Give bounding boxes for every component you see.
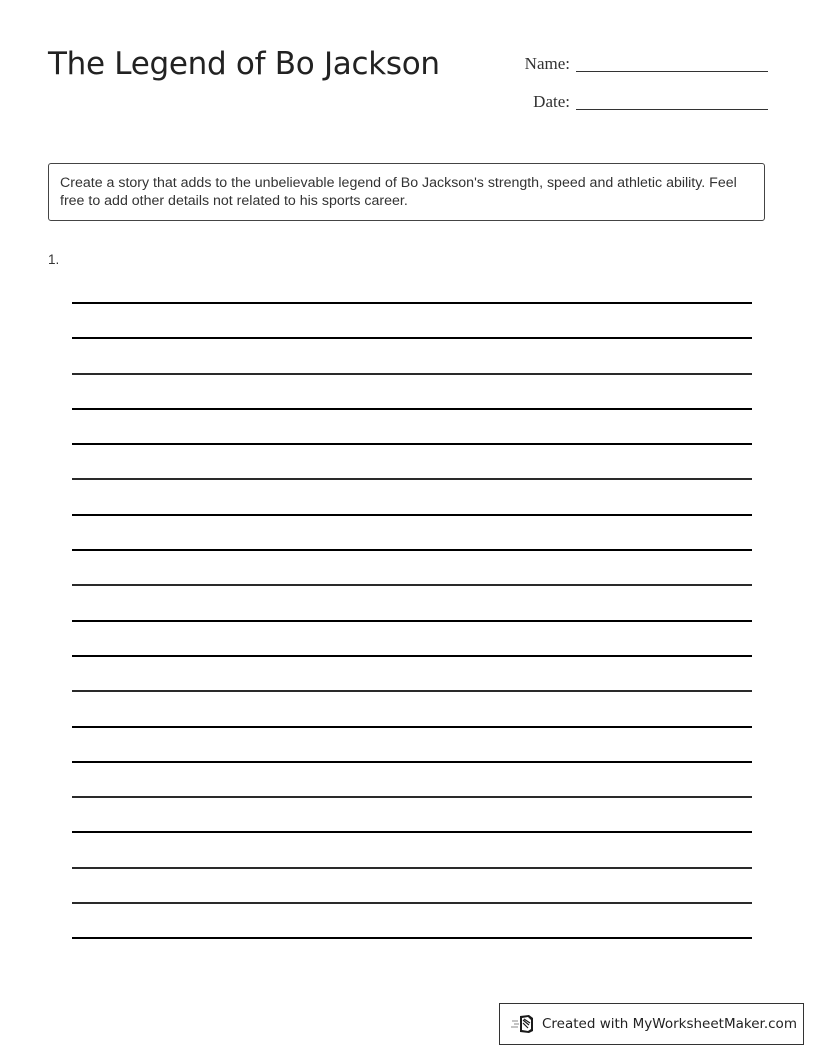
answer-line[interactable] bbox=[72, 726, 752, 728]
answer-line[interactable] bbox=[72, 902, 752, 904]
answer-line[interactable] bbox=[72, 514, 752, 516]
page-title: The Legend of Bo Jackson bbox=[48, 46, 440, 82]
footer-text[interactable]: Created with MyWorksheetMaker.com bbox=[542, 1016, 797, 1032]
answer-line[interactable] bbox=[72, 937, 752, 939]
instructions-box: Create a story that adds to the unbelievable legend of Bo Jackson's strength, speed and athletic ability. Feel free to add other details not related to his sports career. bbox=[48, 163, 765, 221]
answer-line[interactable] bbox=[72, 478, 752, 480]
answer-line[interactable] bbox=[72, 620, 752, 622]
answer-line[interactable] bbox=[72, 690, 752, 692]
answer-lines[interactable] bbox=[72, 302, 752, 973]
answer-line[interactable] bbox=[72, 337, 752, 339]
name-label: Name: bbox=[524, 54, 570, 73]
name-field[interactable] bbox=[525, 55, 768, 72]
answer-line[interactable] bbox=[72, 408, 752, 410]
footer-badge[interactable] bbox=[499, 1003, 804, 1045]
answer-line[interactable] bbox=[72, 796, 752, 798]
answer-line[interactable] bbox=[72, 549, 752, 551]
date-field[interactable] bbox=[533, 93, 768, 110]
date-input-line[interactable] bbox=[576, 95, 768, 110]
answer-line[interactable] bbox=[72, 831, 752, 833]
answer-line[interactable] bbox=[72, 655, 752, 657]
answer-line[interactable] bbox=[72, 373, 752, 375]
question-number: 1. bbox=[48, 252, 60, 267]
worksheet-logo-icon bbox=[511, 1014, 535, 1034]
answer-line[interactable] bbox=[72, 867, 752, 869]
answer-line[interactable] bbox=[72, 761, 752, 763]
name-input-line[interactable] bbox=[576, 57, 768, 72]
answer-line[interactable] bbox=[72, 302, 752, 304]
answer-line[interactable] bbox=[72, 584, 752, 586]
date-label: Date: bbox=[533, 92, 570, 111]
answer-line[interactable] bbox=[72, 443, 752, 445]
